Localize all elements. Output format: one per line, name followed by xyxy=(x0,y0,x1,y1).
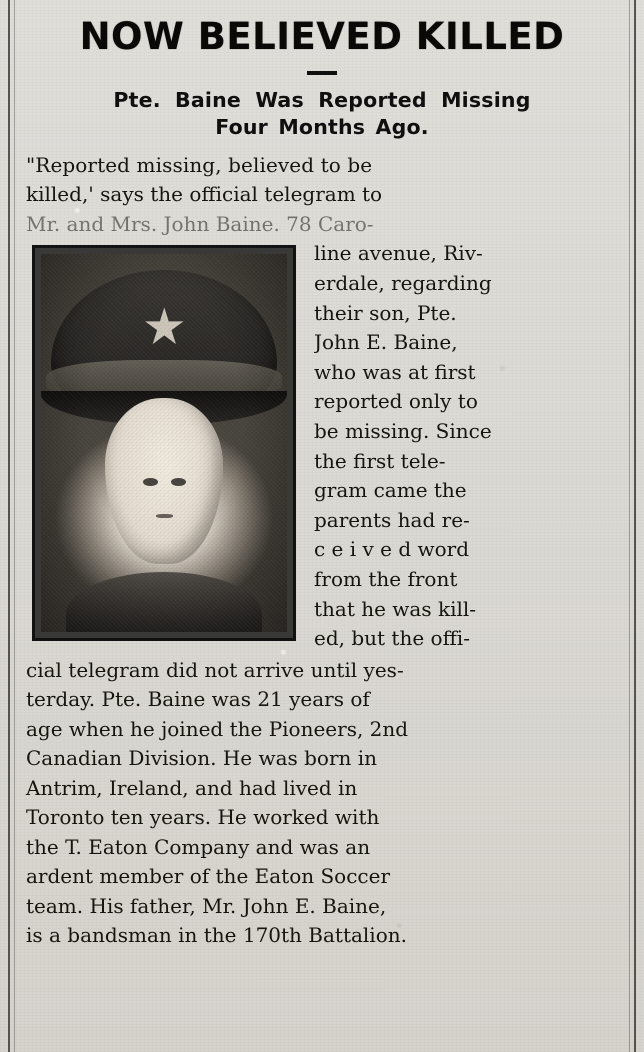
wrapped-line-1: line avenue, Riv- xyxy=(314,241,483,266)
subheadline-line-1: Pte. Baine Was Reported Missing xyxy=(113,87,531,112)
mouth xyxy=(156,514,174,518)
eye-left xyxy=(143,478,158,486)
wrapped-line-10: parents had re- xyxy=(314,507,470,532)
photo-image xyxy=(41,254,287,632)
wrapped-line-4: John E. Baine, xyxy=(314,330,458,355)
wrapped-line-14: ed, but the offi- xyxy=(314,626,470,651)
tail-line-10: is a bandsman in the 170th Battalion. xyxy=(26,923,407,948)
wrapped-line-12: from the front xyxy=(314,566,458,591)
lede-line-2: killed,' says the official telegram to xyxy=(26,182,383,207)
article-wrapped-column xyxy=(314,239,618,653)
tail-line-3: age when he joined the Pioneers, 2nd xyxy=(26,716,409,741)
subheadline-line-2: Four Months Ago. xyxy=(215,114,429,139)
headline: NOW BELIEVED KILLED xyxy=(79,15,565,58)
eye-right xyxy=(171,478,186,486)
tail-line-4: Canadian Division. He was born in xyxy=(26,746,378,771)
wrapped-line-9: gram came the xyxy=(314,478,467,503)
wrapped-line-2: erdale, regarding xyxy=(314,271,492,296)
portrait-photo xyxy=(32,245,296,641)
tail-line-6: Toronto ten years. He worked with xyxy=(26,805,380,830)
photo-frame xyxy=(32,245,296,641)
tail-line-5: Antrim, Ireland, and had lived in xyxy=(26,775,358,800)
tail-line-8: ardent member of the Eaton Soccer xyxy=(26,864,391,889)
wrapped-line-8: the first tele- xyxy=(314,448,446,473)
wrapped-line-13: that he was kill- xyxy=(314,596,477,621)
soldier-face xyxy=(105,398,223,564)
wrapped-line-5: who was at first xyxy=(314,359,476,384)
article-tail xyxy=(26,656,618,951)
tail-line-1: cial telegram did not arrive until yes- xyxy=(26,657,404,682)
wrapped-line-3: their son, Pte. xyxy=(314,300,457,325)
wrapped-line-7: be missing. Since xyxy=(314,419,492,443)
lede-line-3: Mr. and Mrs. John Baine. 78 Caro- xyxy=(26,211,374,236)
tail-line-7: the T. Eaton Company and was an xyxy=(26,834,371,859)
headline-divider xyxy=(307,71,337,75)
article-lede xyxy=(26,151,618,240)
tail-line-9: team. His father, Mr. John E. Baine, xyxy=(26,893,387,918)
wrapped-line-11: c e i v e d word xyxy=(314,537,470,562)
wrapped-line-6: reported only to xyxy=(314,389,478,414)
subheadline xyxy=(26,87,618,141)
uniform-collar xyxy=(66,572,263,632)
lede-line-1: "Reported missing, believed to be xyxy=(26,152,373,177)
tail-line-2: terday. Pte. Baine was 21 years of xyxy=(26,687,370,712)
